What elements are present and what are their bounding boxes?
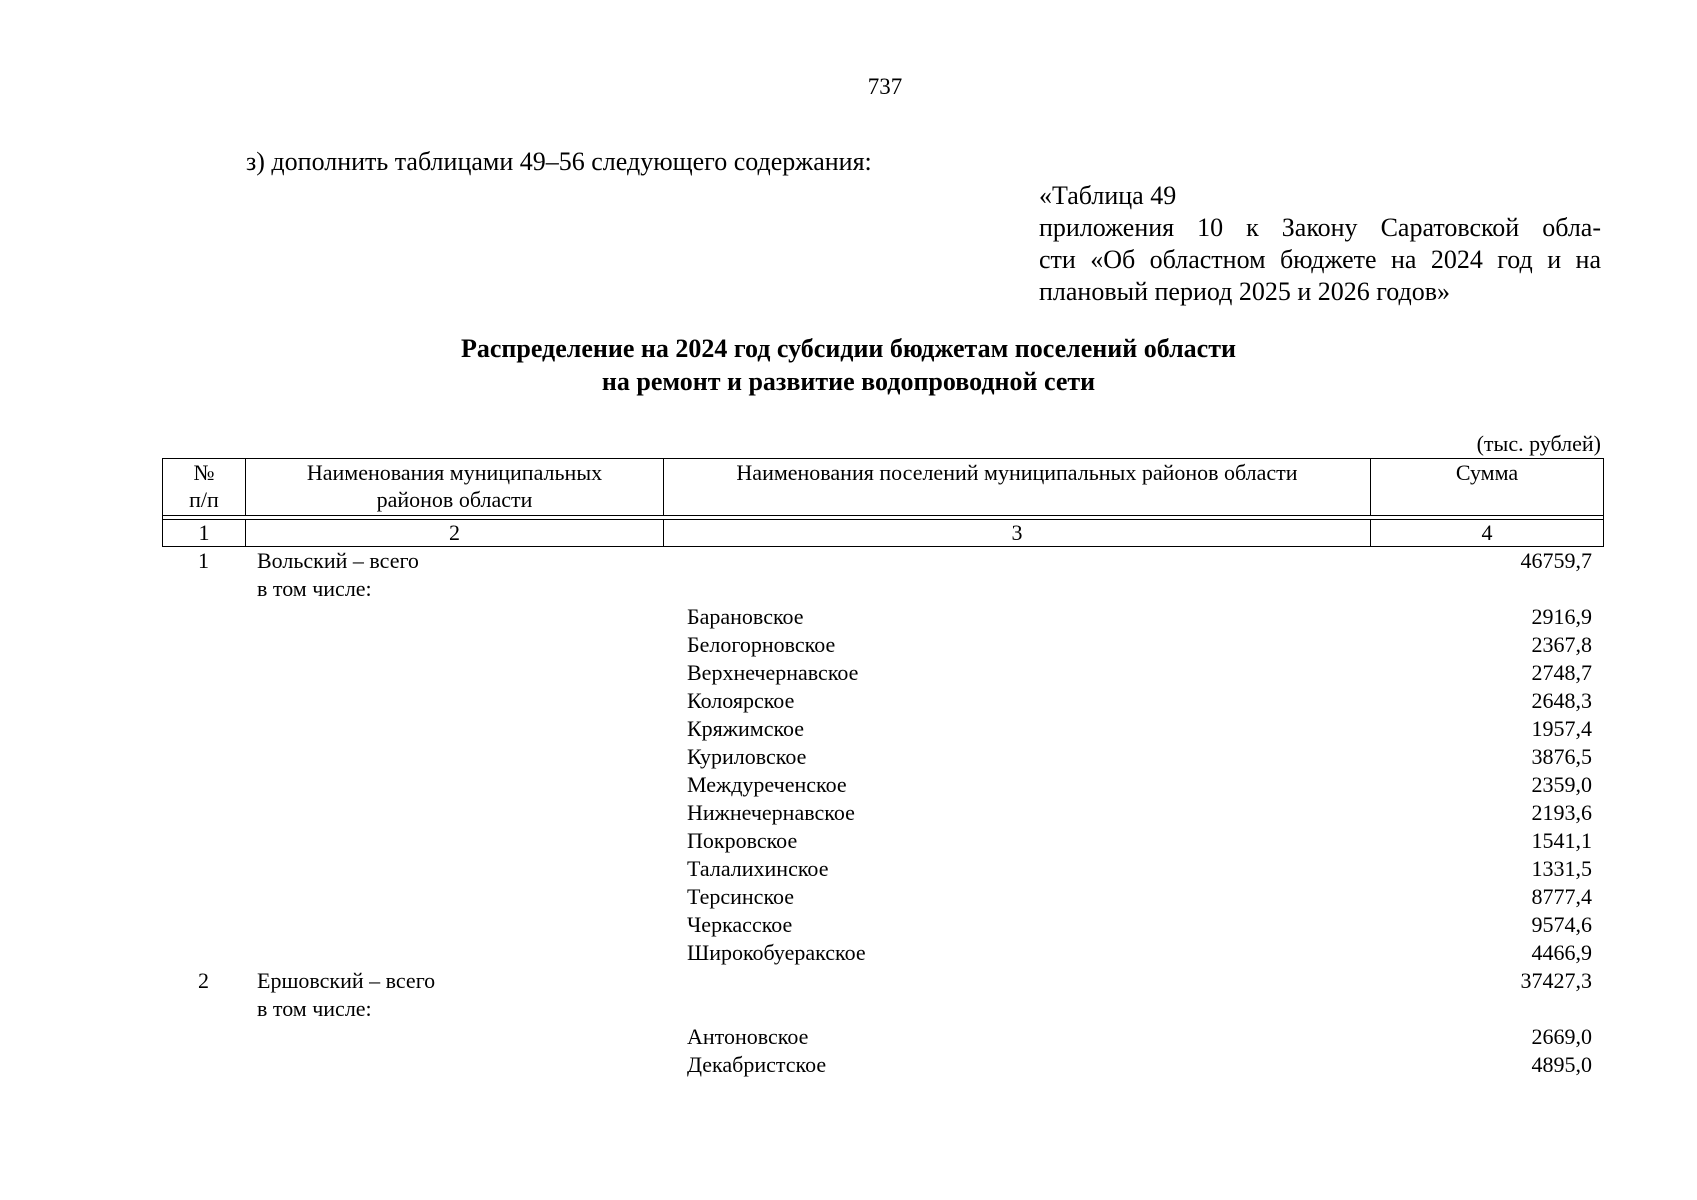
row-sum: 2916,9 [1531,604,1592,629]
row-number [162,939,245,967]
settlement-name: Кряжимское [687,716,805,741]
table-title-line: Распределение на 2024 год субсидии бюджетам поселений области [461,334,1236,363]
district-name [245,659,675,687]
settlement-name: Куриловское [687,744,807,769]
settlement-name: Декабристское [687,1052,827,1077]
row-number [162,575,245,603]
district-name [245,1051,675,1079]
row-number [162,855,245,883]
row-number [162,715,245,743]
table-header [162,458,1604,547]
row-sum: 2669,0 [1531,1024,1592,1049]
district-name [245,1023,675,1051]
page-number: 737 [867,74,903,99]
table-row [162,967,1604,995]
row-sum [1394,575,1604,603]
header-district-line: Наименования муниципальных [306,460,603,485]
header-sum: Сумма [1371,459,1604,516]
row-sum: 8777,4 [1531,884,1592,909]
district-name: в том числе: [257,576,372,601]
district-name [245,687,675,715]
row-sum: 1541,1 [1531,828,1592,853]
row-sum: 1957,4 [1531,716,1592,741]
district-name: в том числе: [257,996,372,1021]
table-row [162,827,1604,855]
settlement-name: Широкобуеракское [687,940,866,965]
header-row [163,459,1604,516]
table-row [162,547,1604,575]
row-number [162,799,245,827]
header-district [246,459,664,516]
district-name [245,743,675,771]
table-row [162,1051,1604,1079]
settlement-name [675,547,1394,575]
table-row [162,883,1604,911]
appendix-line: сти «Об областном бюджете на 2024 год и на [1039,245,1601,274]
appendix-line: плановый период 2025 и 2026 годов» [1039,277,1451,306]
row-number [162,883,245,911]
settlement-name: Барановское [687,604,804,629]
district-name [245,883,675,911]
table-row [162,687,1604,715]
table-row [162,1023,1604,1051]
table-row [162,575,1604,603]
table-title [0,332,1697,398]
district-name [245,827,675,855]
appendix-reference [1039,180,1601,308]
district-name [245,939,675,967]
table-row [162,631,1604,659]
row-sum: 4895,0 [1531,1052,1592,1077]
district-name [245,799,675,827]
table-row [162,771,1604,799]
table-body [162,547,1604,1079]
row-number: 2 [198,968,209,993]
row-number [162,771,245,799]
row-number [162,995,245,1023]
row-sum: 9574,6 [1531,912,1592,937]
row-number [162,631,245,659]
row-sum: 2648,3 [1531,688,1592,713]
table-row [162,855,1604,883]
settlement-name: Черкасское [687,912,793,937]
row-number [162,603,245,631]
district-name: Ершовский – всего [257,968,436,993]
district-name [245,603,675,631]
district-name [245,631,675,659]
column-number: 3 [664,520,1371,547]
table-row [162,911,1604,939]
header-num-line: п/п [189,487,219,512]
intro-text: з) дополнить таблицами 49–56 следующего содержания: [246,147,872,176]
row-sum: 46759,7 [1520,548,1592,573]
table-row [162,603,1604,631]
row-number [162,1023,245,1051]
table-row [162,743,1604,771]
header-settlement: Наименования поселений муниципальных районов области [664,459,1371,516]
settlement-name: Белогорновское [687,632,836,657]
row-sum: 2359,0 [1531,772,1592,797]
table-row [162,659,1604,687]
appendix-line: «Таблица 49 [1039,181,1177,210]
table-row [162,939,1604,967]
column-number: 2 [246,520,664,547]
table-title-line: на ремонт и развитие водопроводной сети [601,367,1096,396]
units-label: (тыс. рублей) [1476,431,1601,456]
column-number: 1 [163,520,246,547]
row-number: 1 [198,548,209,573]
header-district-line: районов области [376,487,533,512]
settlement-name: Покровское [687,828,798,853]
row-sum: 4466,9 [1531,940,1592,965]
row-sum: 1331,5 [1531,856,1592,881]
row-number [162,911,245,939]
settlement-name [675,967,1394,995]
settlement-name: Междуреченское [687,772,847,797]
table-row [162,799,1604,827]
district-name [245,855,675,883]
settlement-name: Верхнечернавское [687,660,859,685]
district-name: Вольский – всего [257,548,419,573]
row-number [162,743,245,771]
row-number [162,827,245,855]
row-number [162,1051,245,1079]
settlement-name: Талалихинское [687,856,829,881]
row-number [162,687,245,715]
row-sum: 2367,8 [1531,632,1592,657]
settlement-name: Нижнечернавское [687,800,855,825]
district-name [245,771,675,799]
row-sum: 2748,7 [1531,660,1592,685]
settlement-name: Антоновское [687,1024,809,1049]
table-row [162,995,1604,1023]
row-sum: 3876,5 [1531,744,1592,769]
header-num-line: № [193,460,215,485]
row-sum [1394,995,1604,1023]
district-name [245,911,675,939]
settlement-name: Колоярское [687,688,795,713]
column-number: 4 [1371,520,1604,547]
settlement-name [675,575,1394,603]
appendix-line: приложения 10 к Закону Саратовской обла- [1039,213,1601,242]
row-number [162,659,245,687]
column-number-row [163,520,1604,547]
settlement-name [675,995,1394,1023]
header-num [163,459,246,516]
table-row [162,715,1604,743]
row-sum: 2193,6 [1531,800,1592,825]
settlement-name: Терсинское [687,884,795,909]
row-sum: 37427,3 [1520,968,1592,993]
district-name [245,715,675,743]
